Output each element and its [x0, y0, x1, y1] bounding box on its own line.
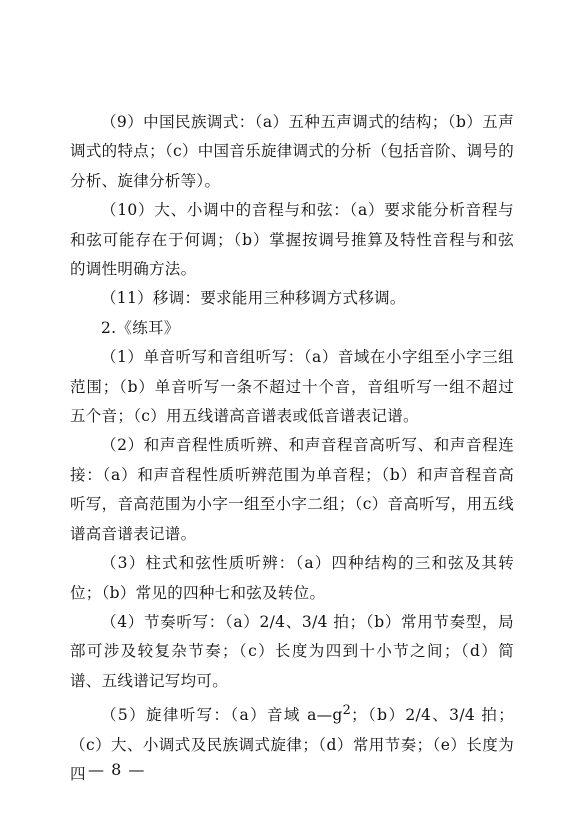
section-heading-ear-training: 2.《练耳》 [101, 318, 180, 337]
paragraph-ear-training-3: （3）柱式和弦性质听辨：（a）四种结构的三和弦及其转位；（b）常见的四种七和弦及转位。 [70, 554, 514, 602]
page-number: — 8 — [88, 760, 146, 779]
paragraph-music-theory-9: （9）中国民族调式：（a）五种五声调式的结构；（b）五声调式的特点；（c）中国音乐旋律调式的分析（包括音阶、调号的分析、旋律分析等）。 [70, 113, 514, 190]
pitch-superscript: 2 [342, 703, 352, 719]
paragraph-music-theory-10: （10）大、小调中的音程与和弦：（a）要求能分析音程与和弦可能存在于何调；（b）掌握按调号推算及特性音程与和弦的调性明确方法。 [70, 201, 514, 279]
paragraph-ear-training-5-start: （5）旋律听写：（a）音域 a—g [101, 706, 343, 725]
paragraph-ear-training-2: （2）和声音程性质听辨、和声音程音高听写、和声音程连接：（a）和声音程性质听辨范围为单音程；（b）和声音程音高听写，音高范围为小字一组至小字二组；（c）音高听写，用五线谱高音谱表记谱。 [70, 436, 514, 543]
paragraph-music-theory-11: （11）移调：要求能用三种移调方式移调。 [101, 289, 406, 308]
paragraph-ear-training-5-end: ；（b）2/4、3/4 拍；（c）大、小调式及民族调式旋律；（d）常用节奏；（e）长度为四 [70, 706, 514, 784]
document-body [70, 108, 514, 790]
paragraph-ear-training-1: （1）单音听写和音组听写：（a）音域在小字组至小字三组范围；（b）单音听写一条不超过十个音，音组听写一组不超过五个音；（c）用五线谱高音谱表或低音谱表记谱。 [70, 348, 514, 426]
paragraph-ear-training-4: （4）节奏听写：（a）2/4、3/4 拍；（b）常用节奏型，局部可涉及较复杂节奏；（c）长度为四到十小节之间；（d）简谱、五线谱记写均可。 [70, 612, 514, 690]
